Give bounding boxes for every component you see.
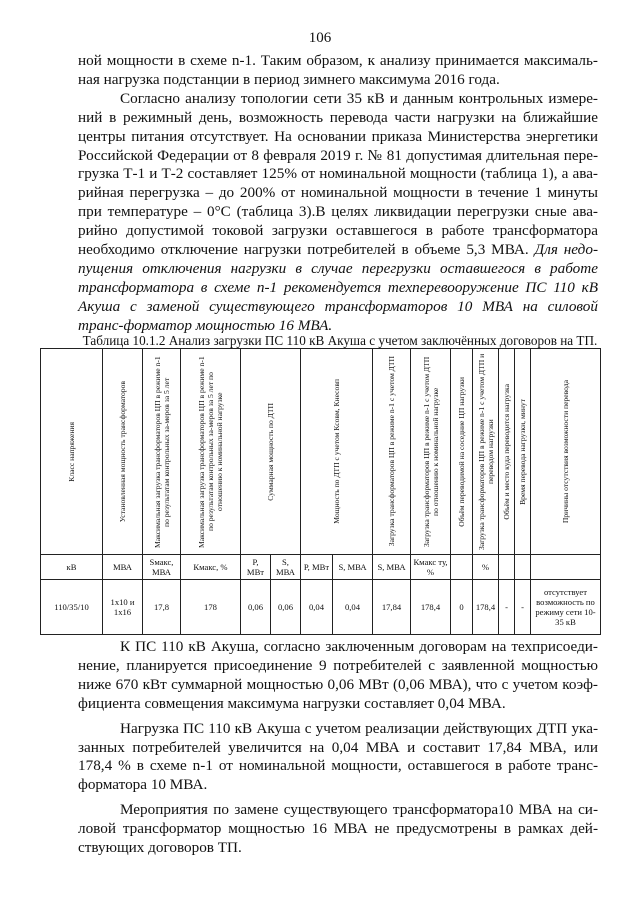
unit-cell [451,555,473,580]
paragraph-1: ной мощности в схеме n-1. Таким образом, к анализу принимается максималь-ная нагрузка подстанции в период зимнего максимума 2016 года. [78,52,598,88]
unit-cell: S, МВА [373,555,411,580]
cell-total-dtp-s: 0,06 [271,580,301,635]
text-block-bottom [78,638,598,858]
paragraph-5: Мероприятия по замене существующего трансформатора10 МВА на си-ловой трансформатор мощностью 16 МВА не предусмотрены в рамках дей-ствующих договоров ТП. [78,801,598,857]
unit-cell [531,555,601,580]
cell-total-dtp-p: 0,06 [241,580,271,635]
header-installed-capacity: Установленная мощность трансформаторов [103,349,143,555]
table-header-row [41,349,601,555]
paragraph-2-recommendation: Для недо-пущения отключения нагрузки в случае перегрузки оставшегося в работе трансформатора в схеме n-1 рекомендуется техперевооружение ПС 110 кВ Акуша с заменой существующего трансформаторов 10 МВА на силовой транс-форматор мощностью 16 МВА. [78,241,598,334]
cell-load-with-dtp-percent: 178,4 [411,580,451,635]
cell-max-load: 17,8 [143,580,181,635]
cell-transfer-destination: - [499,580,515,635]
header-voltage-class: Класс напряжения [41,349,103,555]
cell-load-after-transfer: 178,4 [473,580,499,635]
unit-cell: Кмакс, % [181,555,241,580]
cell-dtp-coeff-s: 0,04 [333,580,373,635]
unit-cell: Sмакс, МВА [143,555,181,580]
header-reasons: Причины отсутствия возможности перевода [531,349,601,555]
table-row [41,580,601,635]
load-analysis-table [40,348,601,635]
unit-cell: P, МВт [241,555,271,580]
unit-cell: Кмакс ту, % [411,555,451,580]
header-load-after-transfer: Загрузка трансформаторов ЦП в режиме n-1 с учетом ДТП и переводом нагрузки [473,349,499,555]
cell-installed-capacity: 1х10 и 1х16 [103,580,143,635]
cell-dtp-coeff-p: 0,04 [301,580,333,635]
table-caption: Таблица 10.1.2 Анализ загрузки ПС 110 кВ Акуша с учетом заключённых договоров на ТП. [82,333,598,348]
header-dtp-with-coeff: Мощность по ДТП с учетом Ксовм, Кнесовп [301,349,373,555]
cell-reasons: отсутствует возможность по режиму сети 10-35 кВ [531,580,601,635]
header-load-with-dtp-percent: Загрузка трансформаторов ЦП в режиме n-1 с учетом ДТП по отношению к номинальной нагрузке [411,349,451,555]
table-units-row [41,555,601,580]
unit-cell: МВА [103,555,143,580]
header-max-load-percent: Максимальная загрузка трансформаторов ЦП в режиме n-1 по результатам контрольных за-меров за 5 лет по отношению к номинальной нагрузке [181,349,241,555]
cell-transfer-time: - [515,580,531,635]
unit-cell [515,555,531,580]
header-max-load: Максимальная загрузка трансформаторов ЦП в режиме n-1 по результатам контрольных за-меров за 5 лет [143,349,181,555]
paragraph-3: К ПС 110 кВ Акуша, согласно заключенным договорам на техприсоеди-нение, планируется присоединение 9 потребителей с заявленной мощностью ниже 670 кВт суммарной мощностью 0,06 МВт (0,06 МВА), что с учетом коэф-фициента совмещения максимума нагрузки составляет 0,04 МВА. [78,638,598,712]
unit-cell: P, МВт [301,555,333,580]
header-transfer-time: Время перевода нагрузки, минут [515,349,531,555]
header-transfer-destination: Объём и место куда переводится нагрузка [499,349,515,555]
paragraph-2-text: Согласно анализу топологии сети 35 кВ и данным контрольных измере-ний в режимный день, возможность перевода части нагрузки на ближайшие центры питания отсутствует. На основании приказа Министерства энергетики Российской Федерации от 8 февраля 2019 г. № 81 допустимая длительная пере-грузка Т-1 и Т-2 составляет 125% от номинальной мощности (таблица 1), а ава-рийная перегрузка – до 200% от номинальной мощности в течение 1 минуты при температуре – 0°C (таблица 3).В целях ликвидации перегрузки сные ава-рийно допустимой токовой загрузки оставшегося в работе трансформатора необходимо отключение нагрузки потребителей в объеме 5,3 МВА. [78,89,598,259]
text-block-top [78,52,598,336]
header-load-with-dtp: Загрузка трансформаторов ЦП в режиме n-1 с учетом ДТП [373,349,411,555]
unit-cell: S, МВА [333,555,373,580]
unit-cell: кВ [41,555,103,580]
cell-max-load-percent: 178 [181,580,241,635]
unit-cell: % [473,555,499,580]
page-number: 106 [308,30,332,46]
cell-voltage: 110/35/10 [41,580,103,635]
header-total-dtp: Суммарная мощность по ДТП [241,349,301,555]
paragraph-2 [78,90,598,336]
unit-cell: S, МВА [271,555,301,580]
unit-cell [499,555,515,580]
header-transfer-volume: Объём переводимой на соседние ЦП нагрузки [451,349,473,555]
cell-transfer-volume: 0 [451,580,473,635]
paragraph-4: Нагрузка ПС 110 кВ Акуша с учетом реализации действующих ДТП ука-занных потребителей увеличится на 0,04 МВА и составит 17,84 МВА, или 178,4 % в схеме n-1 от номинальной мощности, оставшегося в работе транс-форматора 10 МВА. [78,719,598,794]
cell-load-with-dtp: 17,84 [373,580,411,635]
